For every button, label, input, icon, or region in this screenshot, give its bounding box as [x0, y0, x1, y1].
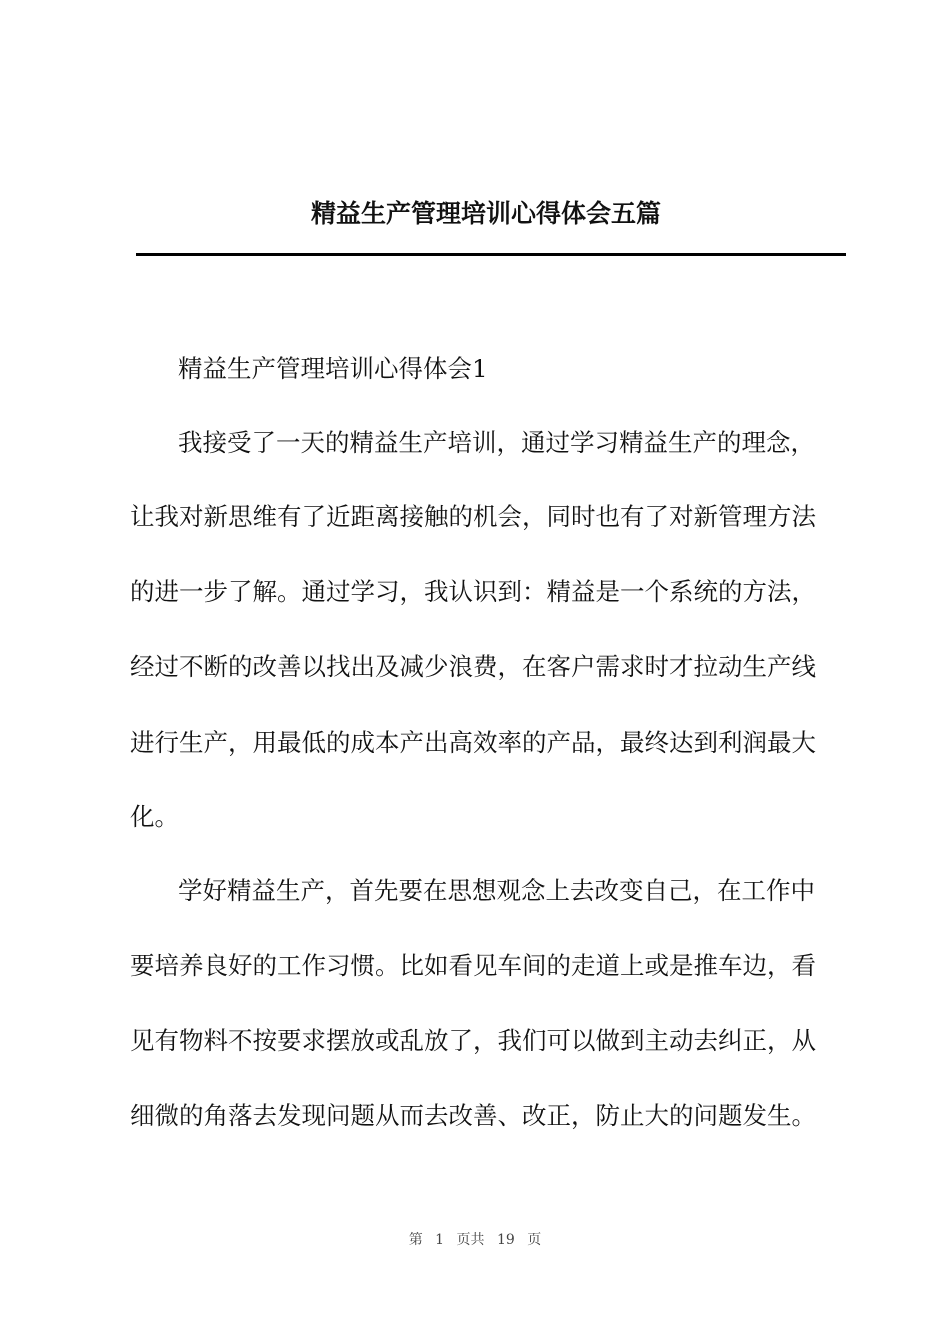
paragraph1-line: 化。 — [130, 802, 179, 831]
paragraph1-line: 的进一步了解。通过学习，我认识到：精益是一个系统的方法， — [130, 577, 816, 606]
document-title: 精益生产管理培训心得体会五篇 — [310, 199, 661, 228]
title-underline — [136, 253, 846, 256]
page-number-footer: 第 1 页共 19 页 — [408, 1232, 542, 1248]
paragraph2-line: 学好精益生产，首先要在思想观念上去改变自己，在工作中 — [178, 876, 815, 905]
section-heading: 精益生产管理培训心得体会1 — [178, 354, 488, 383]
paragraph2-line: 要培养良好的工作习惯。比如看见车间的走道上或是推车边，看 — [130, 951, 816, 980]
paragraph1-line: 经过不断的改善以找出及减少浪费，在客户需求时才拉动生产线 — [130, 652, 816, 681]
paragraph1-line: 让我对新思维有了近距离接触的机会，同时也有了对新管理方法 — [130, 502, 816, 531]
paragraph2-line: 见有物料不按要求摆放或乱放了，我们可以做到主动去纠正，从 — [130, 1026, 816, 1055]
paragraph2-line: 细微的角落去发现问题从而去改善、改正，防止大的问题发生。 — [130, 1101, 816, 1130]
paragraph1-line: 进行生产，用最低的成本产出高效率的产品，最终达到利润最大 — [130, 728, 816, 757]
paragraph1-line: 我接受了一天的精益生产培训，通过学习精益生产的理念， — [178, 428, 815, 457]
